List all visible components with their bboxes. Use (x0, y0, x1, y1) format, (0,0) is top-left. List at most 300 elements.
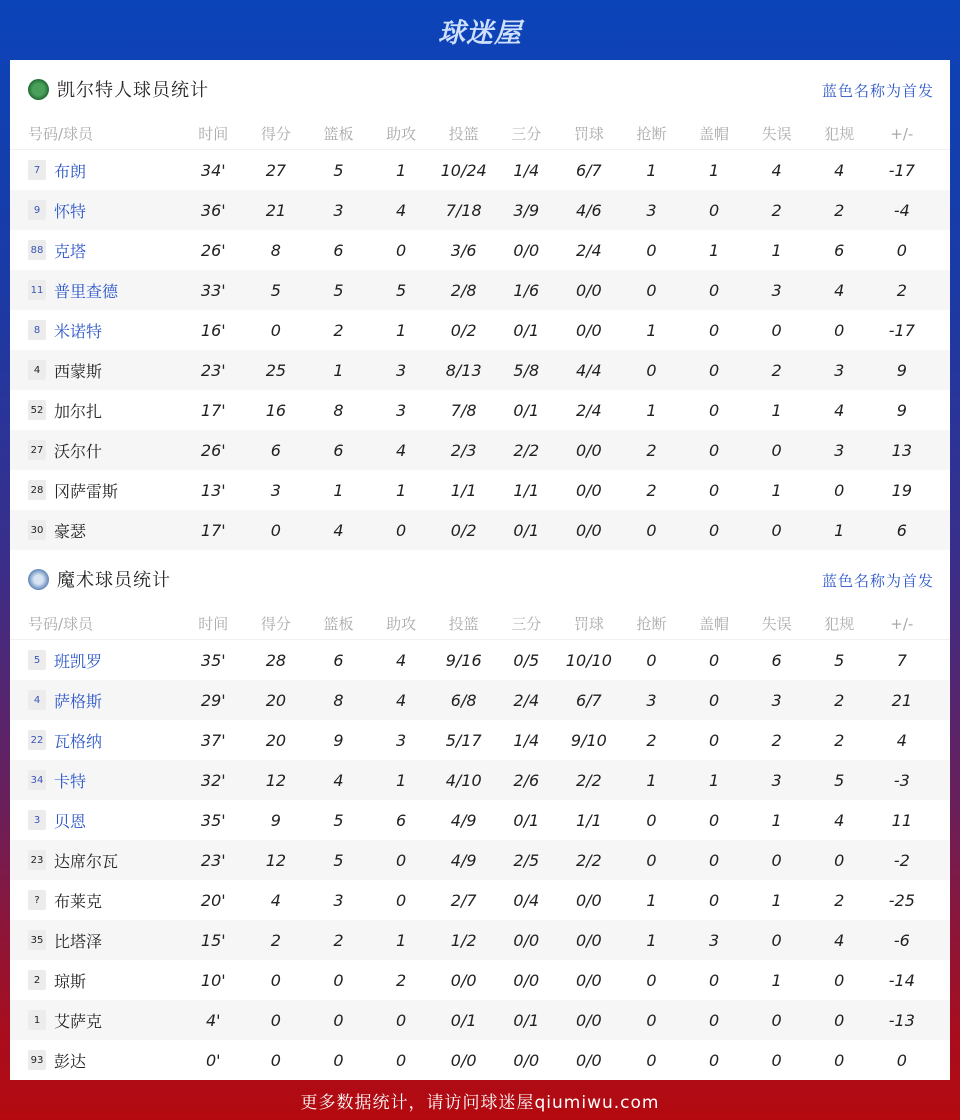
table-row[interactable] (10, 840, 950, 880)
stat-ft: 6/7 (575, 160, 602, 180)
stat-fouls: 0 (834, 480, 845, 500)
stat-assists: 0 (395, 240, 407, 260)
stat-plus-minus: -17 (888, 320, 915, 340)
stat-fg: 1/2 (450, 930, 477, 950)
stat-blocks: 0 (708, 650, 720, 670)
col-header-plus-minus[interactable]: +/- (890, 614, 914, 633)
stat-turnovers: 2 (771, 360, 782, 380)
stat-time: 17' (200, 400, 226, 420)
table-row[interactable] (10, 1040, 950, 1080)
stat-fg: 0/0 (450, 970, 477, 990)
stat-points: 0 (270, 970, 281, 990)
table-row[interactable] (10, 190, 950, 230)
player-cell (10, 969, 182, 992)
col-header-blocks[interactable]: 盖帽 (699, 125, 730, 143)
stat-ft: 0/0 (575, 320, 602, 340)
player-name[interactable]: 沃尔什 (54, 441, 103, 461)
stat-rebounds: 0 (333, 1010, 344, 1030)
stat-steals: 2 (646, 440, 657, 460)
stat-steals: 1 (646, 160, 657, 180)
stat-blocks: 0 (708, 730, 720, 750)
stat-turnovers: 3 (771, 770, 782, 790)
player-cell (10, 769, 182, 792)
table-row[interactable] (10, 390, 950, 430)
stat-fouls: 5 (834, 650, 845, 670)
jersey-number: 4 (28, 690, 46, 710)
player-name[interactable]: 班凯罗 (54, 651, 103, 671)
stat-ft: 0/0 (575, 280, 602, 300)
stat-points: 8 (270, 240, 281, 260)
stat-rebounds: 0 (333, 970, 344, 990)
stat-fouls: 3 (834, 360, 845, 380)
stat-assists: 0 (395, 890, 407, 910)
stat-three: 0/1 (513, 320, 540, 340)
stat-turnovers: 3 (771, 280, 782, 300)
stat-time: 0' (206, 1050, 221, 1070)
stat-blocks: 0 (708, 360, 720, 380)
stat-plus-minus: -17 (888, 160, 915, 180)
jersey-number: 1 (28, 1010, 46, 1030)
jersey-number: 2 (28, 970, 46, 990)
stat-fg: 0/0 (450, 1050, 477, 1070)
player-cell (10, 199, 182, 222)
stat-plus-minus: -3 (893, 770, 910, 790)
player-name[interactable]: 普里查德 (54, 281, 119, 301)
jersey-number: 34 (28, 770, 46, 790)
stat-plus-minus: 7 (896, 650, 907, 670)
stat-steals: 2 (646, 480, 657, 500)
jersey-number: 93 (28, 1050, 46, 1070)
stat-rebounds: 6 (333, 650, 344, 670)
player-name[interactable]: 艾萨克 (54, 1011, 103, 1031)
stat-fouls: 2 (834, 730, 845, 750)
stat-turnovers: 0 (771, 930, 782, 950)
stat-rebounds: 8 (333, 400, 344, 420)
brand-logo: 球迷屋 (438, 17, 522, 49)
player-cell (10, 239, 182, 262)
jersey-number: 28 (28, 480, 46, 500)
player-name[interactable]: 卡特 (54, 771, 87, 791)
stat-points: 3 (270, 480, 281, 500)
player-cell (10, 359, 182, 382)
jersey-number: 88 (28, 240, 46, 260)
stat-turnovers: 1 (771, 810, 782, 830)
col-header-turnovers[interactable]: 失误 (761, 125, 792, 143)
player-cell (10, 279, 182, 302)
stat-time: 36' (200, 200, 226, 220)
stat-assists: 0 (395, 1050, 407, 1070)
stat-plus-minus: 0 (896, 1050, 907, 1070)
table-row[interactable] (10, 230, 950, 270)
stat-time: 23' (200, 360, 226, 380)
stat-blocks: 0 (708, 1050, 720, 1070)
stat-plus-minus: 9 (896, 400, 907, 420)
stat-blocks: 0 (708, 690, 720, 710)
jersey-number: 22 (28, 730, 46, 750)
stat-blocks: 3 (708, 930, 720, 950)
stat-points: 27 (265, 160, 287, 180)
stat-three: 1/4 (513, 160, 540, 180)
jersey-number: 52 (28, 400, 46, 420)
table-row[interactable] (10, 470, 950, 510)
player-name[interactable]: 怀特 (54, 201, 87, 221)
stat-three: 0/1 (513, 1010, 540, 1030)
starter-note: 蓝色名称为首发 (821, 82, 934, 100)
stat-points: 5 (270, 280, 281, 300)
celtics-logo-icon (28, 79, 49, 100)
table-row[interactable] (10, 430, 950, 470)
stat-points: 0 (270, 1010, 281, 1030)
stat-steals: 0 (646, 650, 657, 670)
col-header-blocks[interactable]: 盖帽 (699, 615, 730, 633)
player-name[interactable]: 瓦格纳 (54, 731, 103, 751)
col-header-assists[interactable]: 助攻 (386, 615, 417, 633)
player-name[interactable]: 琼斯 (54, 971, 87, 991)
table-row[interactable] (10, 720, 950, 760)
col-header-steals[interactable]: 抢断 (636, 615, 667, 633)
stat-fouls: 0 (834, 1050, 845, 1070)
stat-assists: 1 (395, 480, 407, 500)
col-header-player[interactable]: 号码/球员 (28, 615, 94, 633)
stat-ft: 1/1 (575, 810, 602, 830)
stat-plus-minus: -25 (888, 890, 915, 910)
col-header-plus-minus[interactable]: +/- (890, 124, 914, 143)
col-header-turnovers[interactable]: 失误 (761, 615, 792, 633)
player-name[interactable]: 西蒙斯 (54, 361, 103, 381)
col-header-three[interactable]: 三分 (511, 615, 542, 633)
stat-blocks: 0 (708, 810, 720, 830)
stat-assists: 4 (395, 650, 407, 670)
stat-ft: 2/2 (575, 770, 602, 790)
stat-three: 0/1 (513, 810, 540, 830)
stat-assists: 4 (395, 440, 407, 460)
player-name[interactable]: 米诺特 (54, 321, 103, 341)
stat-points: 0 (270, 320, 281, 340)
player-name[interactable]: 彭达 (54, 1051, 87, 1071)
stat-blocks: 0 (708, 1010, 720, 1030)
stat-plus-minus: 13 (891, 440, 912, 460)
col-header-points[interactable]: 得分 (260, 615, 291, 633)
jersey-number: 23 (28, 850, 46, 870)
table-header (10, 608, 950, 640)
stat-steals: 1 (646, 400, 657, 420)
stat-rebounds: 4 (333, 770, 344, 790)
stat-blocks: 0 (708, 970, 720, 990)
stat-assists: 3 (395, 360, 407, 380)
header-banner (0, 0, 960, 60)
stat-ft: 4/4 (575, 360, 602, 380)
stat-three: 0/0 (513, 970, 540, 990)
stat-time: 35' (200, 810, 226, 830)
player-cell (10, 929, 182, 952)
stat-fouls: 0 (834, 970, 845, 990)
stat-three: 0/0 (513, 930, 540, 950)
stat-rebounds: 0 (333, 1050, 344, 1070)
stat-fg: 0/2 (450, 520, 477, 540)
stat-rebounds: 8 (333, 690, 344, 710)
stat-plus-minus: -13 (888, 1010, 915, 1030)
table-row[interactable] (10, 1000, 950, 1040)
stat-time: 17' (200, 520, 226, 540)
stat-fg: 5/17 (445, 730, 482, 750)
stat-rebounds: 5 (333, 810, 344, 830)
stat-three: 2/4 (513, 690, 540, 710)
stat-steals: 0 (646, 850, 657, 870)
stat-fouls: 2 (834, 690, 845, 710)
stat-blocks: 1 (708, 240, 720, 260)
stat-points: 4 (270, 890, 281, 910)
stat-fg: 10/24 (440, 160, 487, 180)
col-header-fg[interactable]: 投篮 (448, 615, 479, 633)
stat-assists: 3 (395, 400, 407, 420)
stat-fouls: 4 (834, 280, 845, 300)
team-title-bar (10, 550, 950, 608)
stat-assists: 4 (395, 200, 407, 220)
stat-fouls: 2 (834, 200, 845, 220)
stat-plus-minus: 4 (896, 730, 907, 750)
col-header-fouls[interactable]: 犯规 (824, 615, 855, 633)
stat-time: 15' (200, 930, 226, 950)
stat-steals: 0 (646, 1010, 657, 1030)
stat-steals: 1 (646, 930, 657, 950)
player-name[interactable]: 比塔泽 (54, 931, 103, 951)
col-header-rebounds[interactable]: 篮板 (323, 615, 354, 633)
stat-steals: 1 (646, 320, 657, 340)
jersey-number: 3 (28, 810, 46, 830)
player-name[interactable]: 布朗 (54, 161, 87, 181)
team-section (10, 60, 950, 550)
stat-three: 0/5 (513, 650, 540, 670)
stat-fg: 6/8 (450, 690, 477, 710)
stat-turnovers: 1 (771, 480, 782, 500)
stat-rebounds: 5 (333, 160, 344, 180)
player-cell (10, 519, 182, 542)
jersey-number: 9 (28, 200, 46, 220)
stat-fg: 4/9 (450, 850, 477, 870)
stat-turnovers: 0 (771, 440, 782, 460)
stat-ft: 0/0 (575, 520, 602, 540)
col-header-fouls[interactable]: 犯规 (824, 125, 855, 143)
stat-assists: 2 (395, 970, 407, 990)
team-title-bar (10, 60, 950, 118)
stat-steals: 1 (646, 770, 657, 790)
table-row[interactable] (10, 760, 950, 800)
col-header-assists[interactable]: 助攻 (386, 125, 417, 143)
stat-assists: 0 (395, 1010, 407, 1030)
player-name[interactable]: 贝恩 (54, 811, 87, 831)
player-cell (10, 849, 182, 872)
col-header-rebounds[interactable]: 篮板 (323, 125, 354, 143)
team-section (10, 550, 950, 1080)
stat-assists: 1 (395, 770, 407, 790)
stat-assists: 5 (395, 280, 407, 300)
stat-time: 33' (200, 280, 226, 300)
stat-rebounds: 9 (333, 730, 344, 750)
stat-points: 9 (270, 810, 281, 830)
stat-assists: 0 (395, 850, 407, 870)
stat-fg: 2/7 (450, 890, 477, 910)
stat-three: 0/4 (513, 890, 540, 910)
jersey-number: 11 (28, 280, 46, 300)
stat-points: 12 (265, 770, 287, 790)
starter-note: 蓝色名称为首发 (821, 572, 934, 590)
stat-rebounds: 1 (333, 360, 344, 380)
player-cell (10, 439, 182, 462)
stat-time: 23' (200, 850, 226, 870)
table-row[interactable] (10, 150, 950, 190)
player-cell (10, 689, 182, 712)
stat-fg: 4/9 (450, 810, 477, 830)
stat-rebounds: 4 (333, 520, 344, 540)
stat-rebounds: 6 (333, 240, 344, 260)
jersey-number: 35 (28, 930, 46, 950)
stat-turnovers: 3 (771, 690, 782, 710)
stat-fg: 0/1 (450, 1010, 477, 1030)
stat-rebounds: 3 (333, 200, 344, 220)
player-cell (10, 809, 182, 832)
stat-three: 2/2 (513, 440, 540, 460)
stat-rebounds: 5 (333, 850, 344, 870)
stat-fouls: 4 (834, 160, 845, 180)
player-name[interactable]: 达席尔瓦 (54, 851, 119, 871)
stat-points: 12 (265, 850, 287, 870)
stat-steals: 0 (646, 280, 657, 300)
stat-plus-minus: -4 (893, 200, 910, 220)
stat-ft: 0/0 (575, 930, 602, 950)
player-name[interactable]: 克塔 (54, 241, 87, 261)
jersey-number: 4 (28, 360, 46, 380)
stat-assists: 0 (395, 520, 407, 540)
stat-rebounds: 6 (333, 440, 344, 460)
stat-fg: 9/16 (445, 650, 482, 670)
table-row[interactable] (10, 920, 950, 960)
table-row[interactable] (10, 680, 950, 720)
stat-steals: 2 (646, 730, 657, 750)
stat-turnovers: 1 (771, 970, 782, 990)
stat-ft: 0/0 (575, 440, 602, 460)
stat-steals: 1 (646, 890, 657, 910)
stat-steals: 0 (646, 520, 657, 540)
table-row[interactable] (10, 960, 950, 1000)
col-header-player[interactable]: 号码/球员 (28, 125, 94, 143)
stat-points: 2 (270, 930, 281, 950)
stat-fouls: 2 (834, 890, 845, 910)
stat-turnovers: 1 (771, 890, 782, 910)
stat-blocks: 0 (708, 280, 720, 300)
player-cell (10, 399, 182, 422)
stat-blocks: 0 (708, 520, 720, 540)
stat-blocks: 0 (708, 850, 720, 870)
table-row[interactable] (10, 270, 950, 310)
player-name[interactable]: 布莱克 (54, 891, 103, 911)
stat-ft: 2/4 (575, 400, 602, 420)
stat-fouls: 4 (834, 810, 845, 830)
table-row[interactable] (10, 510, 950, 550)
stat-three: 2/5 (513, 850, 540, 870)
stat-plus-minus: 0 (896, 240, 907, 260)
stat-time: 32' (200, 770, 226, 790)
stat-fg: 7/8 (450, 400, 477, 420)
col-header-time[interactable]: 时间 (198, 125, 229, 143)
stat-blocks: 0 (708, 890, 720, 910)
table-row[interactable] (10, 310, 950, 350)
table-row[interactable] (10, 880, 950, 920)
stat-steals: 0 (646, 240, 657, 260)
player-name[interactable]: 冈萨雷斯 (54, 481, 119, 501)
stat-three: 1/1 (513, 480, 540, 500)
table-row[interactable] (10, 640, 950, 680)
col-header-three[interactable]: 三分 (511, 125, 542, 143)
table-row[interactable] (10, 800, 950, 840)
stat-ft: 10/10 (565, 650, 612, 670)
stat-plus-minus: -6 (893, 930, 910, 950)
stat-turnovers: 2 (771, 200, 782, 220)
table-row[interactable] (10, 350, 950, 390)
stat-ft: 0/0 (575, 970, 602, 990)
magic-logo-icon (28, 569, 49, 590)
stat-three: 0/0 (513, 1050, 540, 1070)
stat-time: 26' (200, 240, 226, 260)
stat-three: 0/1 (513, 520, 540, 540)
stat-fg: 4/10 (445, 770, 482, 790)
stat-fg: 2/3 (450, 440, 477, 460)
stat-turnovers: 6 (771, 650, 782, 670)
stat-plus-minus: 19 (891, 480, 912, 500)
col-header-steals[interactable]: 抢断 (636, 125, 667, 143)
stat-fouls: 4 (834, 400, 845, 420)
stat-fouls: 0 (834, 1010, 845, 1030)
stat-steals: 3 (646, 200, 657, 220)
stat-time: 20' (200, 890, 226, 910)
stat-fg: 1/1 (450, 480, 477, 500)
col-header-ft[interactable]: 罚球 (573, 615, 604, 633)
stat-time: 34' (200, 160, 226, 180)
player-cell (10, 479, 182, 502)
col-header-fg[interactable]: 投篮 (448, 125, 479, 143)
col-header-ft[interactable]: 罚球 (573, 125, 604, 143)
col-header-points[interactable]: 得分 (260, 125, 291, 143)
stat-points: 6 (270, 440, 281, 460)
player-name[interactable]: 加尔扎 (54, 401, 103, 421)
jersey-number: 5 (28, 650, 46, 670)
col-header-time[interactable]: 时间 (198, 615, 229, 633)
stat-plus-minus: -2 (893, 850, 910, 870)
stat-ft: 0/0 (575, 480, 602, 500)
player-name[interactable]: 豪瑟 (54, 521, 87, 541)
stat-blocks: 0 (708, 200, 720, 220)
player-cell (10, 1049, 182, 1072)
footer-text[interactable]: 更多数据统计，请访问球迷屋qiumiwu.com (300, 1092, 660, 1113)
stat-time: 35' (200, 650, 226, 670)
team-title: 凯尔特人球员统计 (57, 80, 209, 101)
stats-card (10, 60, 950, 1080)
stat-steals: 3 (646, 690, 657, 710)
stat-ft: 2/2 (575, 850, 602, 870)
stat-fg: 2/8 (450, 280, 477, 300)
stat-steals: 0 (646, 810, 657, 830)
stat-fouls: 0 (834, 320, 845, 340)
player-name[interactable]: 萨格斯 (54, 691, 103, 711)
stat-fouls: 1 (834, 520, 845, 540)
team-title: 魔术球员统计 (57, 570, 171, 591)
stat-three: 0/1 (513, 400, 540, 420)
stat-fouls: 4 (834, 930, 845, 950)
player-cell (10, 159, 182, 182)
stat-turnovers: 1 (771, 240, 782, 260)
jersey-number: 7 (28, 160, 46, 180)
stat-blocks: 0 (708, 440, 720, 460)
stat-turnovers: 0 (771, 1050, 782, 1070)
